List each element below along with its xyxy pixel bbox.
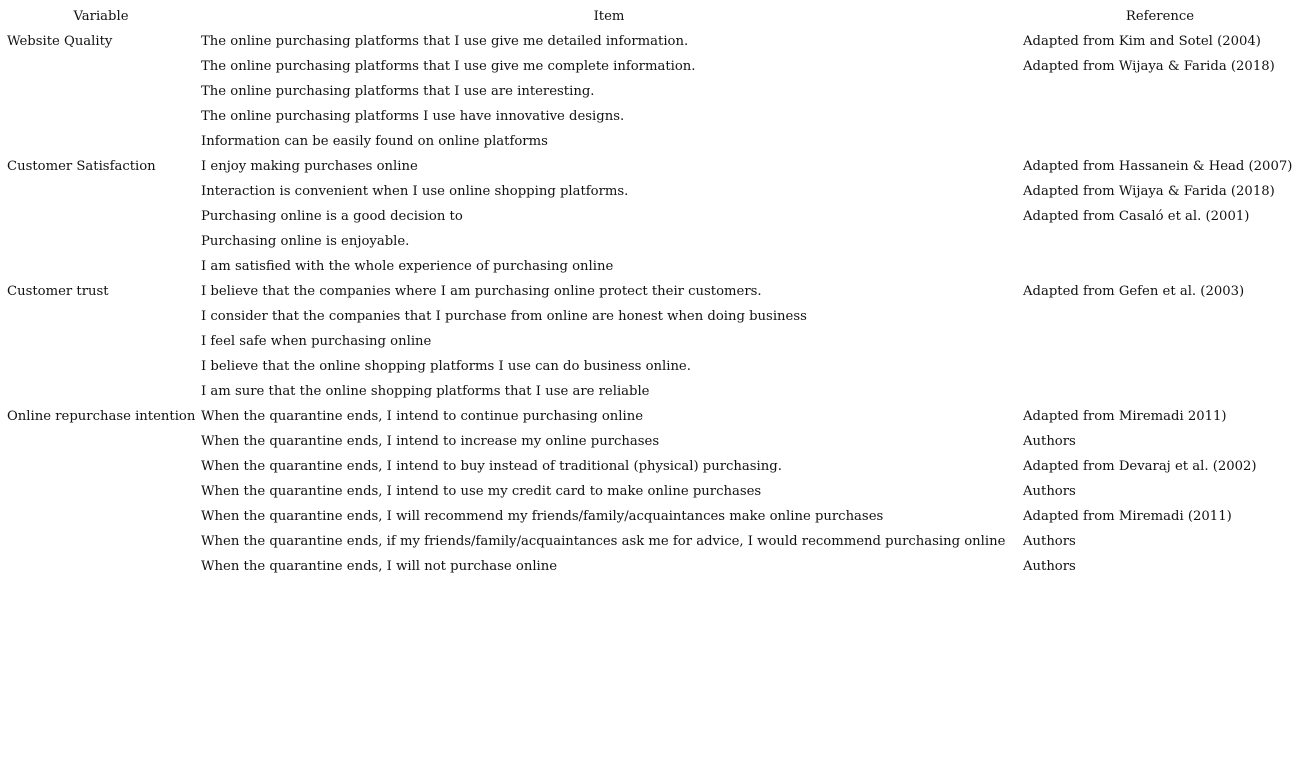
variable-cell bbox=[4, 79, 198, 104]
reference-cell bbox=[1020, 229, 1300, 254]
reference-cell: Adapted from Wijaya & Farida (2018) bbox=[1023, 184, 1275, 199]
reference-cell: Adapted from Gefen et al. (2003) bbox=[1023, 284, 1245, 299]
table-row bbox=[4, 404, 1300, 429]
reference-cell: Adapted from Miremadi 2011) bbox=[1023, 409, 1227, 424]
reference-cell: Adapted from Miremadi (2011) bbox=[1023, 509, 1232, 524]
variable-cell bbox=[4, 179, 198, 204]
reference-cell: Authors bbox=[1023, 484, 1076, 499]
header-variable: Variable bbox=[73, 9, 129, 24]
variable-cell: Online repurchase intention bbox=[7, 409, 196, 424]
item-cell: When the quarantine ends, I intend to use my credit card to make online purchases bbox=[201, 484, 762, 499]
measurement-items-table bbox=[4, 4, 1300, 579]
reference-cell: Authors bbox=[1023, 434, 1076, 449]
reference-cell: Adapted from Wijaya & Farida (2018) bbox=[1023, 59, 1275, 74]
item-cell: When the quarantine ends, I intend to continue purchasing online bbox=[201, 409, 644, 424]
item-cell: When the quarantine ends, I intend to increase my online purchases bbox=[201, 434, 660, 449]
table-row bbox=[4, 554, 1300, 579]
table-row bbox=[4, 79, 1300, 104]
item-cell: Information can be easily found on online platforms bbox=[201, 134, 548, 149]
reference-cell bbox=[1020, 329, 1300, 354]
item-cell: When the quarantine ends, I will recommend my friends/family/acquaintances make online purchases bbox=[201, 509, 884, 524]
item-cell: I believe that the online shopping platforms I use can do business online. bbox=[201, 359, 691, 374]
variable-cell bbox=[4, 379, 198, 404]
item-cell: Interaction is convenient when I use online shopping platforms. bbox=[201, 184, 629, 199]
variable-cell bbox=[4, 554, 198, 579]
variable-cell: Customer Satisfaction bbox=[7, 159, 156, 174]
variable-cell bbox=[4, 429, 198, 454]
item-cell: I am satisfied with the whole experience of purchasing online bbox=[201, 259, 614, 274]
variable-cell bbox=[4, 54, 198, 79]
table-row bbox=[4, 204, 1300, 229]
item-cell: I enjoy making purchases online bbox=[201, 159, 418, 174]
table-row bbox=[4, 254, 1300, 279]
table-row bbox=[4, 29, 1300, 54]
variable-cell bbox=[4, 529, 198, 554]
item-cell: I feel safe when purchasing online bbox=[201, 334, 432, 349]
variable-cell: Customer trust bbox=[7, 284, 109, 299]
header-row bbox=[4, 4, 1300, 29]
variable-cell: Website Quality bbox=[7, 34, 113, 49]
reference-cell: Adapted from Casaló et al. (2001) bbox=[1023, 209, 1250, 224]
table-row bbox=[4, 329, 1300, 354]
table-row bbox=[4, 504, 1300, 529]
reference-cell bbox=[1020, 104, 1300, 129]
variable-cell bbox=[4, 204, 198, 229]
item-cell: When the quarantine ends, I intend to buy instead of traditional (physical) purchasing. bbox=[201, 459, 782, 474]
item-cell: Purchasing online is a good decision to bbox=[201, 209, 463, 224]
table-row bbox=[4, 379, 1300, 404]
table-row bbox=[4, 354, 1300, 379]
table-row bbox=[4, 479, 1300, 504]
item-cell: I consider that the companies that I purchase from online are honest when doing business bbox=[201, 309, 807, 324]
table-row bbox=[4, 129, 1300, 154]
item-cell: I believe that the companies where I am purchasing online protect their customers. bbox=[201, 284, 762, 299]
table-header bbox=[4, 4, 1300, 29]
item-cell: The online purchasing platforms that I use give me complete information. bbox=[201, 59, 696, 74]
table-row bbox=[4, 454, 1300, 479]
variable-cell bbox=[4, 504, 198, 529]
item-cell: Purchasing online is enjoyable. bbox=[201, 234, 410, 249]
reference-cell bbox=[1020, 254, 1300, 279]
variable-cell bbox=[4, 329, 198, 354]
reference-cell bbox=[1020, 379, 1300, 404]
variable-cell bbox=[4, 479, 198, 504]
item-cell: When the quarantine ends, I will not purchase online bbox=[201, 559, 558, 574]
variable-cell bbox=[4, 104, 198, 129]
reference-cell: Authors bbox=[1023, 559, 1076, 574]
reference-cell: Adapted from Hassanein & Head (2007) bbox=[1023, 159, 1293, 174]
table-row bbox=[4, 179, 1300, 204]
table-row bbox=[4, 154, 1300, 179]
header-reference: Reference bbox=[1125, 9, 1195, 24]
table-row bbox=[4, 429, 1300, 454]
table-row bbox=[4, 54, 1300, 79]
table-row bbox=[4, 229, 1300, 254]
variable-cell bbox=[4, 254, 198, 279]
variable-cell bbox=[4, 454, 198, 479]
reference-cell bbox=[1020, 354, 1300, 379]
table-row bbox=[4, 279, 1300, 304]
variable-cell bbox=[4, 229, 198, 254]
reference-cell bbox=[1020, 304, 1300, 329]
item-cell: The online purchasing platforms that I use are interesting. bbox=[201, 84, 595, 99]
reference-cell bbox=[1020, 79, 1300, 104]
reference-cell bbox=[1020, 129, 1300, 154]
table-row bbox=[4, 529, 1300, 554]
reference-cell: Adapted from Devaraj et al. (2002) bbox=[1023, 459, 1257, 474]
item-cell: When the quarantine ends, if my friends/family/acquaintances ask me for advice, I would recommend purchasing online bbox=[201, 534, 1006, 549]
item-cell: I am sure that the online shopping platforms that I use are reliable bbox=[201, 384, 650, 399]
table-row bbox=[4, 104, 1300, 129]
reference-cell: Adapted from Kim and Sotel (2004) bbox=[1023, 34, 1261, 49]
item-cell: The online purchasing platforms that I use give me detailed information. bbox=[201, 34, 689, 49]
item-cell: The online purchasing platforms I use have innovative designs. bbox=[201, 109, 625, 124]
reference-cell: Authors bbox=[1023, 534, 1076, 549]
header-item: Item bbox=[593, 9, 625, 24]
variable-cell bbox=[4, 304, 198, 329]
variable-cell bbox=[4, 354, 198, 379]
variable-cell bbox=[4, 129, 198, 154]
table-row bbox=[4, 304, 1300, 329]
table-body bbox=[4, 29, 1300, 579]
